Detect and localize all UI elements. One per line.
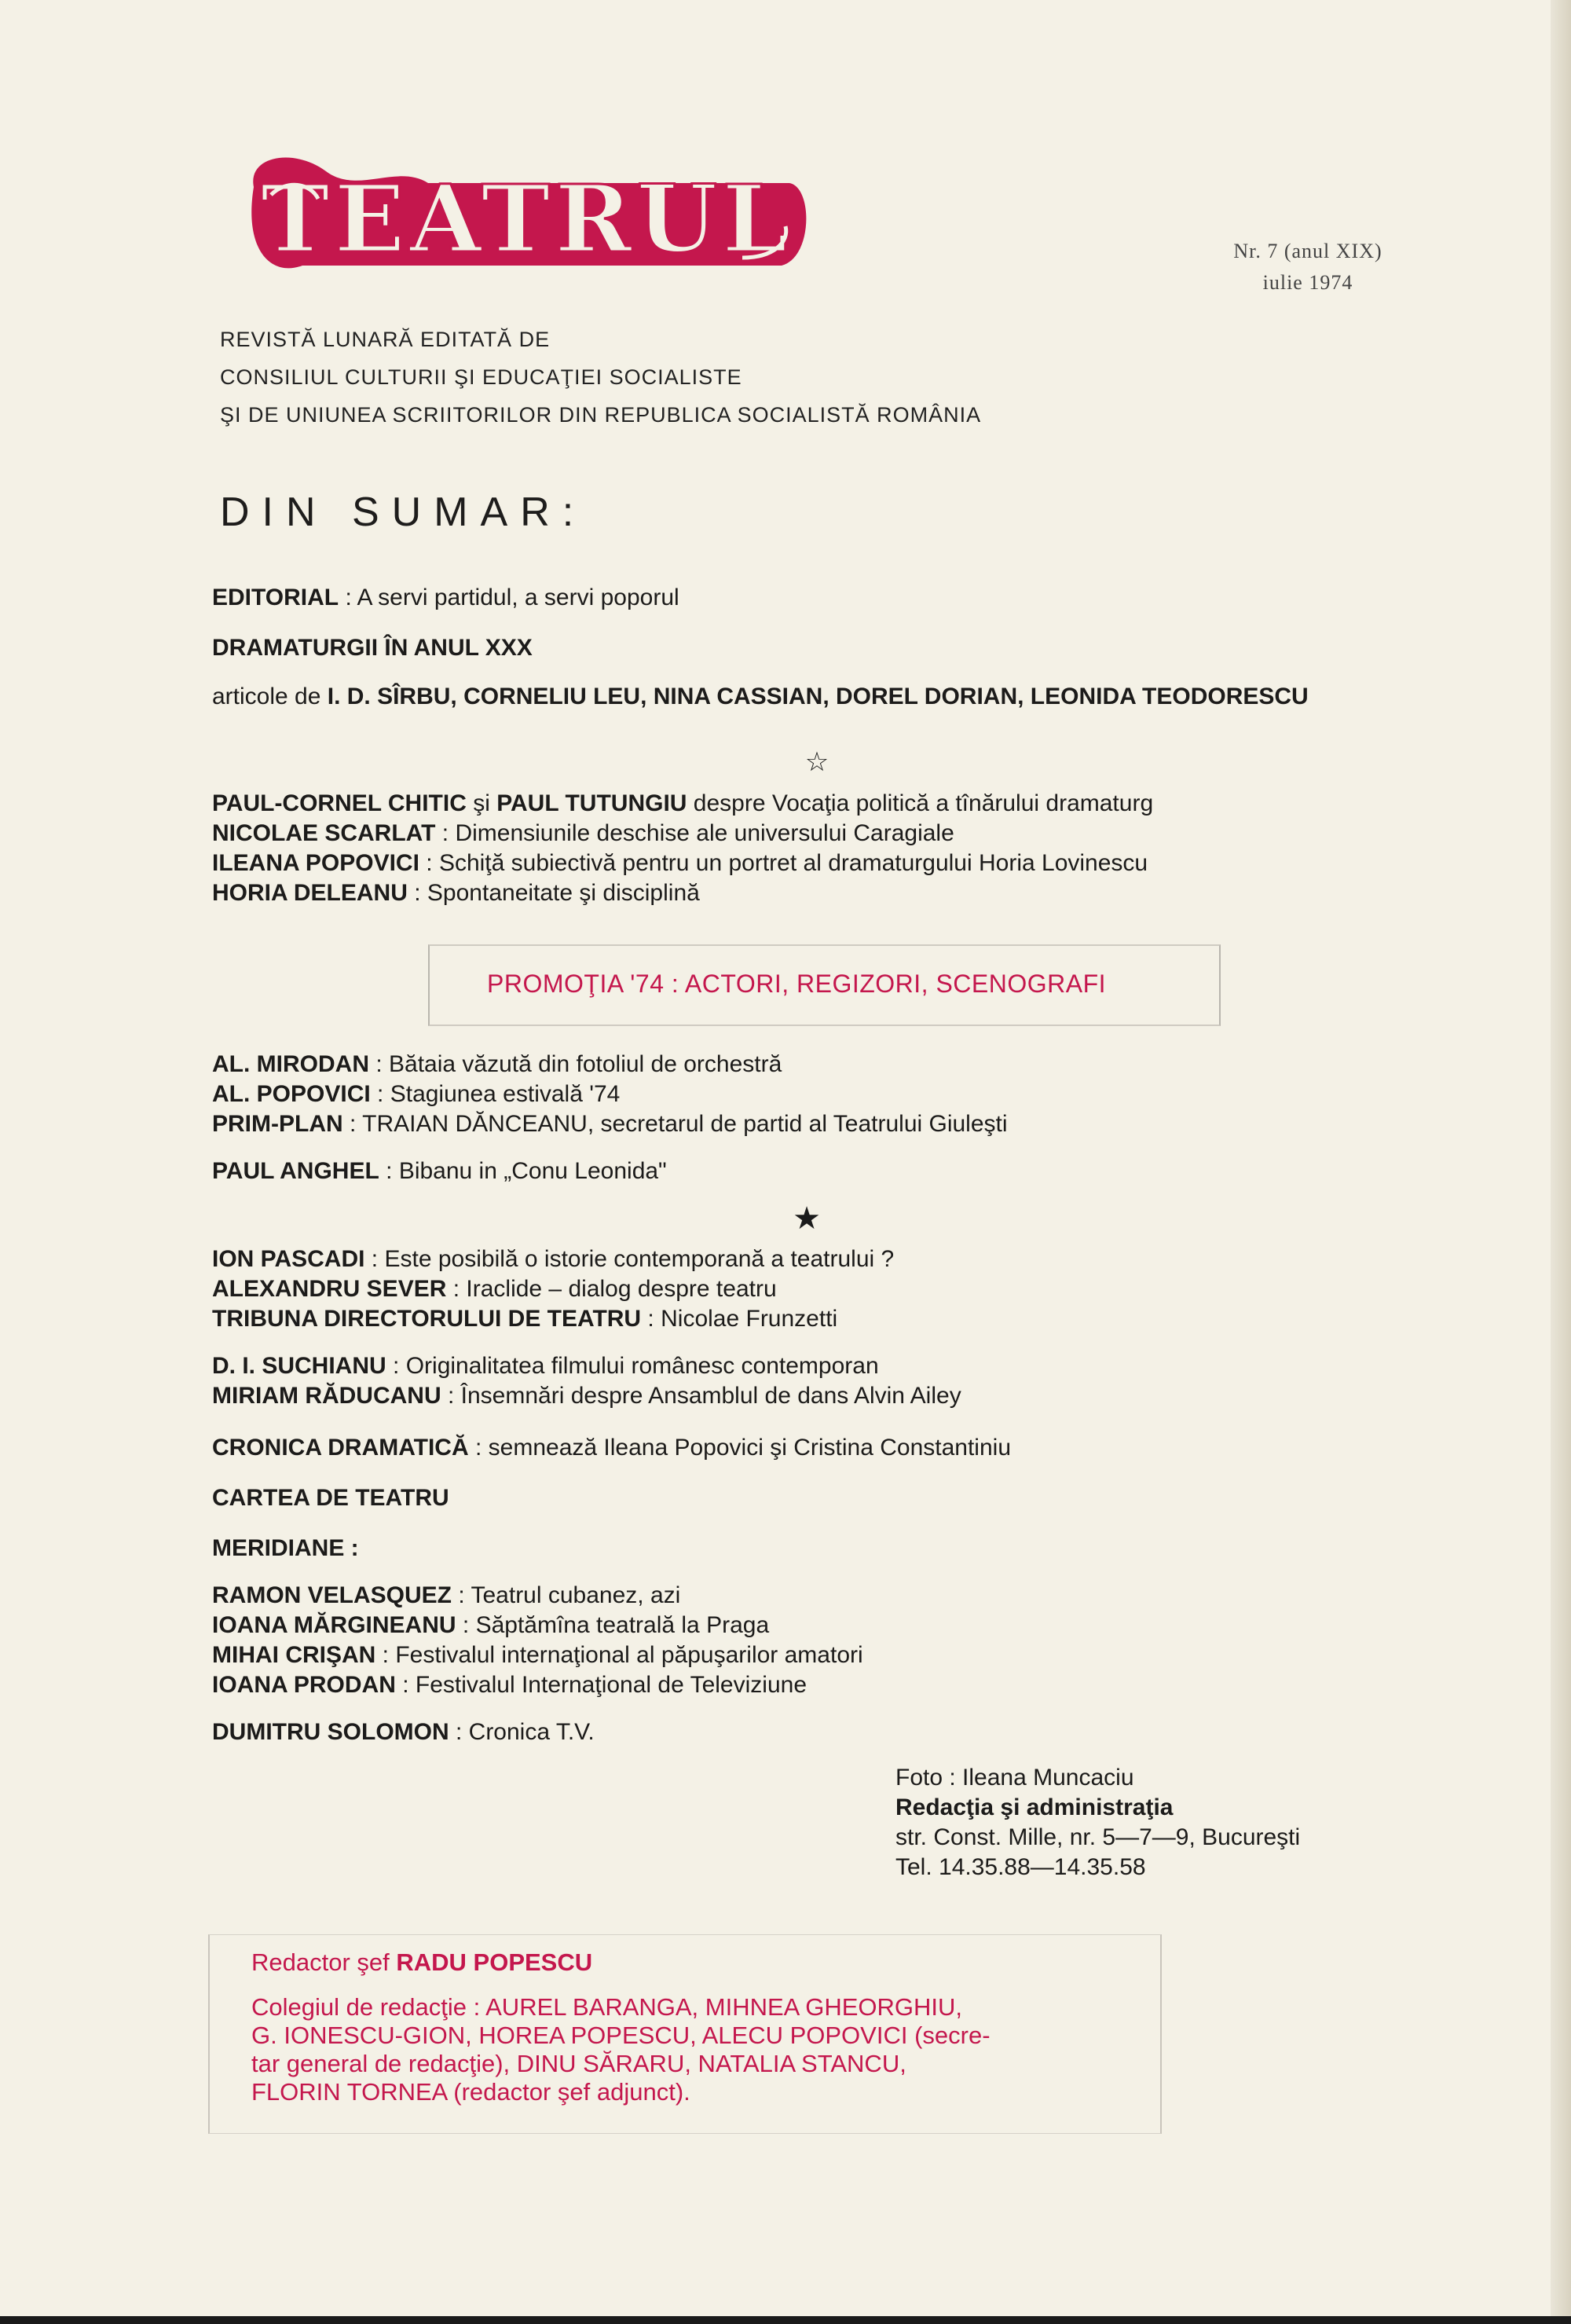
toc-meridiane xyxy=(212,1534,1445,1563)
star-icon: ★ xyxy=(793,1201,821,1236)
promotia-heading: PROMOŢIA '74 : ACTORI, REGIZORI, SCENOGRAFI xyxy=(487,970,1107,998)
toc-sep: : xyxy=(375,1642,396,1668)
toc-title: semnează Ileana Popovici şi Cristina Constantiniu xyxy=(488,1435,1012,1461)
toc-author: RAMON VELASQUEZ xyxy=(212,1582,452,1608)
toc-group-1 xyxy=(212,789,1445,908)
publisher-line: CONSILIUL CULTURII ŞI EDUCAŢIEI SOCIALISTE xyxy=(220,365,742,389)
toc-anghel xyxy=(212,1157,1445,1186)
toc-sep: : xyxy=(449,1719,469,1745)
toc-title: Originalitatea filmului românesc contemporan xyxy=(405,1353,879,1379)
chief-label: Redactor şef xyxy=(251,1948,397,1976)
toc-title: Săptămîna teatrală la Praga xyxy=(475,1612,770,1638)
toc-author: HORIA DELEANU xyxy=(212,880,408,906)
toc-editorial xyxy=(212,583,1445,613)
toc-author: MIRIAM RĂDUCANU xyxy=(212,1383,441,1409)
toc-sep: : xyxy=(456,1612,476,1638)
toc-sep: : xyxy=(379,1158,399,1184)
toc-title: Este posibilă o istorie contemporană a teatrului ? xyxy=(384,1246,895,1272)
college-line: tar general de redacţie), DINU SĂRARU, NATALIA STANCU, xyxy=(251,2050,906,2077)
toc-sep: : xyxy=(370,1081,390,1107)
photo-credit: Foto : Ileana Muncaciu xyxy=(895,1765,1134,1791)
teatrul-logo xyxy=(240,140,813,289)
toc-author: ILEANA POPOVICI xyxy=(212,850,419,876)
page-bottom-edge xyxy=(0,2316,1571,2324)
toc-title: Bibanu in „Conu Leonida" xyxy=(398,1158,667,1184)
toc-title: Nicolae Frunzetti xyxy=(661,1306,838,1332)
toc-title: TRAIAN DĂNCEANU, secretarul de partid al Teatrului Giuleşti xyxy=(362,1111,1008,1137)
toc-sep: : xyxy=(419,850,439,876)
issue-info xyxy=(1182,236,1434,299)
hollow-star-icon: ☆ xyxy=(804,747,829,777)
toc-group-4 xyxy=(212,1351,1445,1411)
toc-entry xyxy=(212,1381,1445,1411)
toc-sep: : xyxy=(386,1353,406,1379)
toc-group-3 xyxy=(212,1244,1445,1334)
toc-sep: : xyxy=(368,1051,389,1077)
college-line: Colegiul de redacţie : AUREL BARANGA, MIHNEA GHEORGHIU, xyxy=(251,1993,963,2021)
toc-title: Teatrul cubanez, azi xyxy=(471,1582,681,1608)
toc-author: TRIBUNA DIRECTORULUI DE TEATRU xyxy=(212,1306,642,1332)
toc-title: despre Vocaţia politică a tînărului dramaturg xyxy=(687,790,1154,816)
toc-author: CRONICA DRAMATICĂ xyxy=(212,1435,469,1461)
toc-cronica xyxy=(212,1433,1445,1463)
publisher-info xyxy=(220,321,981,434)
page-edge-shadow xyxy=(1551,0,1571,2324)
toc-section-heading: DRAMATURGII ÎN ANUL XXX xyxy=(212,635,533,661)
issue-date: iulie 1974 xyxy=(1262,271,1353,294)
toc-sep: : xyxy=(452,1582,471,1608)
toc-entry xyxy=(212,878,1445,908)
logo-text: TEATRUL xyxy=(260,164,793,273)
toc-entry xyxy=(212,1274,1445,1304)
toc-author: ION PASCADI xyxy=(212,1246,365,1272)
toc-entry xyxy=(212,849,1445,878)
toc-title: Stagiunea estivală '74 xyxy=(390,1081,621,1107)
toc-author: NICOLAE SCARLAT xyxy=(212,820,436,846)
toc-entry xyxy=(212,789,1445,819)
toc-author: PAUL TUTUNGIU xyxy=(496,790,687,816)
toc-entry xyxy=(212,1244,1445,1274)
issue-number: Nr. 7 (anul XIX) xyxy=(1233,240,1382,262)
toc-articole-authors: I. D. SÎRBU, CORNELIU LEU, NINA CASSIAN, DOREL DORIAN, LEONIDA TEODORESCU xyxy=(327,684,1309,709)
toc-articole-prefix: articole de xyxy=(212,684,328,709)
toc-author: PRIM-PLAN xyxy=(212,1111,343,1137)
toc-author: IOANA PRODAN xyxy=(212,1672,396,1698)
toc-entry xyxy=(212,1581,1445,1611)
toc-entry xyxy=(212,1670,1445,1700)
toc-entry xyxy=(212,1050,1445,1080)
toc-articole xyxy=(212,682,1422,712)
toc-author: EDITORIAL xyxy=(212,585,339,610)
contents-heading: DIN SUMAR: xyxy=(220,489,587,535)
toc-author: IOANA MĂRGINEANU xyxy=(212,1612,456,1638)
toc-title: Festivalul internaţional al păpuşarilor amatori xyxy=(395,1642,863,1668)
credits-block xyxy=(895,1763,1300,1882)
toc-section-heading: CARTEA DE TEATRU xyxy=(212,1485,449,1511)
toc-section-heading: MERIDIANE : xyxy=(212,1535,359,1561)
toc-sep: : xyxy=(364,1246,385,1272)
toc-title: Bătaia văzută din fotoliul de orchestră xyxy=(389,1051,782,1077)
toc-author: PAUL ANGHEL xyxy=(212,1158,379,1184)
toc-entry xyxy=(212,1080,1445,1109)
toc-title: Însemnări despre Ansamblul de dans Alvin Ailey xyxy=(460,1383,961,1409)
address: str. Const. Mille, nr. 5—7—9, Bucureşti xyxy=(895,1824,1301,1850)
college-line: FLORIN TORNEA (redactor şef adjunct). xyxy=(251,2078,690,2106)
toc-title: Cronica T.V. xyxy=(468,1719,595,1745)
toc-sep: : xyxy=(395,1672,416,1698)
toc-entry xyxy=(212,1304,1445,1334)
toc-author: ALEXANDRU SEVER xyxy=(212,1276,447,1302)
toc-entry xyxy=(212,1640,1445,1670)
toc-author: AL. POPOVICI xyxy=(212,1081,371,1107)
toc-group-2 xyxy=(212,1050,1445,1139)
toc-sep: : xyxy=(446,1276,467,1302)
publisher-line: REVISTĂ LUNARĂ EDITATĂ DE xyxy=(220,328,551,351)
toc-author: AL. MIRODAN xyxy=(212,1051,369,1077)
editor-in-chief xyxy=(251,1948,592,1977)
toc-sep: : xyxy=(407,880,427,906)
toc-title: Schiţă subiectivă pentru un portret al dramaturgului Horia Lovinescu xyxy=(438,850,1148,876)
chief-name: RADU POPESCU xyxy=(396,1948,593,1976)
toc-group-5 xyxy=(212,1581,1445,1700)
toc-sep: : xyxy=(641,1306,661,1332)
toc-sep: : xyxy=(435,820,456,846)
toc-title: A servi partidul, a servi poporul xyxy=(357,585,679,610)
toc-sep: : xyxy=(468,1435,489,1461)
publisher-line: ŞI DE UNIUNEA SCRIITORILOR DIN REPUBLICA SOCIALISTĂ ROMÂNIA xyxy=(220,403,982,427)
toc-cartea xyxy=(212,1483,1445,1513)
toc-sep: : xyxy=(441,1383,461,1409)
toc-title: Dimensiunile deschise ale universului Caragiale xyxy=(455,820,954,846)
phone: Tel. 14.35.88—14.35.58 xyxy=(895,1854,1146,1880)
toc-author: MIHAI CRIŞAN xyxy=(212,1642,376,1668)
toc-author: PAUL-CORNEL CHITIC xyxy=(212,790,467,816)
editorial-college xyxy=(251,1993,1139,2106)
toc-author: DUMITRU SOLOMON xyxy=(212,1719,449,1745)
toc-entry xyxy=(212,1109,1445,1139)
toc-sep: : xyxy=(342,1111,363,1137)
redactia-heading: Redacţia şi administraţia xyxy=(895,1794,1174,1820)
toc-dramaturgii xyxy=(212,633,1445,663)
toc-solomon xyxy=(212,1717,1445,1747)
toc-sep: şi xyxy=(466,790,497,816)
toc-entry xyxy=(212,1351,1445,1381)
toc-entry xyxy=(212,819,1445,849)
toc-author: D. I. SUCHIANU xyxy=(212,1353,386,1379)
toc-title: Spontaneitate şi disciplină xyxy=(427,880,700,906)
toc-title: Iraclide – dialog despre teatru xyxy=(466,1276,777,1302)
toc-title: Festivalul Internaţional de Televiziune xyxy=(415,1672,807,1698)
college-line: G. IONESCU-GION, HOREA POPESCU, ALECU POPOVICI (secre- xyxy=(251,2022,991,2049)
toc-sep: : xyxy=(339,585,357,610)
toc-entry xyxy=(212,1611,1445,1640)
